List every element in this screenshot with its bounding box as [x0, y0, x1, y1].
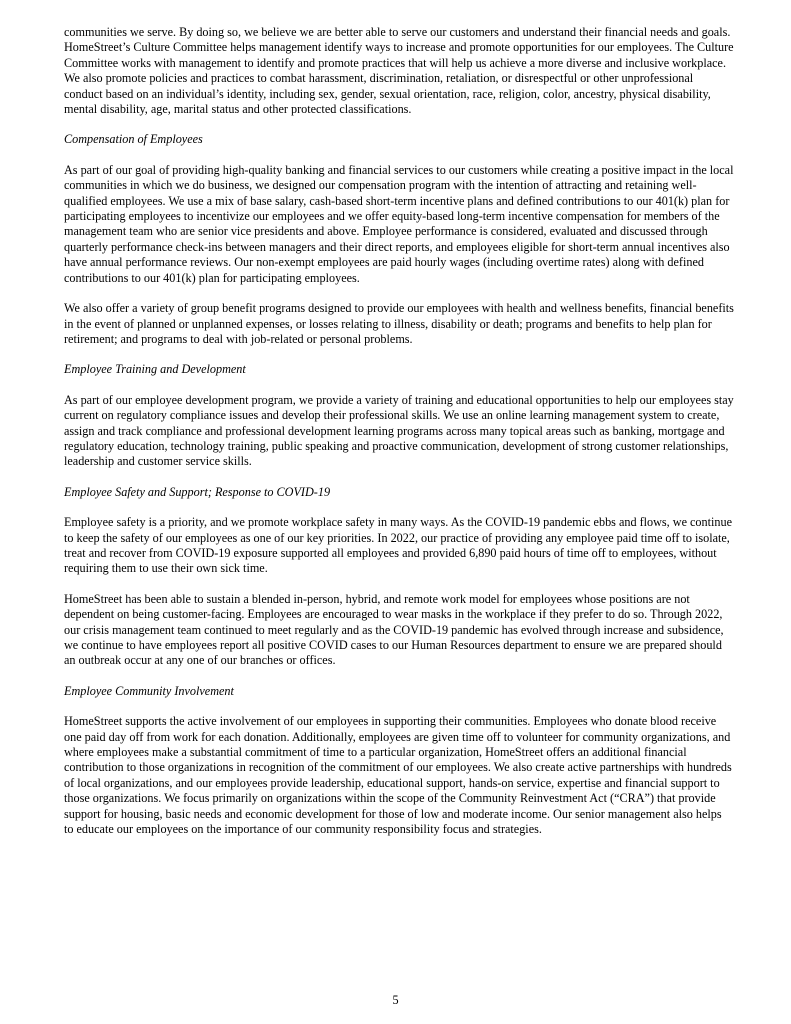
intro-paragraph: communities we serve. By doing so, we believe we are better able to serve our customers and understand their financial needs and goals. HomeStreet’s Culture Committee helps management identify ways to increase and promote opportunities for our employees. The Culture Committee works with management to identify and promote practices that will help us achieve a more diverse and inclusive workplace. We also promote policies and practices to combat harassment, discrimination, retaliation, or disrespectful or other unprofessional conduct based on an individual’s identity, including sex, gender, sexual orientation, race, religion, color, ancestry, physical disability, mental disability, age, marital status and other protected classifications. — [64, 25, 734, 117]
section-heading-training: Employee Training and Development — [64, 362, 246, 377]
training-paragraph-1: As part of our employee development program, we provide a variety of training and educational opportunities to help our employees stay current on regulatory compliance issues and develop their professional skills. We use an online learning management system to create, assign and track compliance and professional development learning programs across many topical areas such as banking, mortgage and regulatory education, technology training, public speaking and proactive communication, development of strong customer relationships, leadership and customer service skills. — [64, 392, 734, 469]
page-number: 5 — [392, 993, 399, 1007]
section-heading-compensation: Compensation of Employees — [64, 132, 203, 147]
safety-paragraph-2: HomeStreet has been able to sustain a blended in-person, hybrid, and remote work model for employees whose positions are not dependent on being customer-facing. Employees are encouraged to wear masks in the workplace if they prefer to do so. Through 2022, our crisis management team continued to meet regularly and as the COVID-19 pandemic has evolved through increase and subsidence, we continue to have employees report all positive COVID cases to our Human Resources department to ensure we are prepared should an outbreak occur at any one of our branches or offices. — [64, 591, 724, 668]
compensation-paragraph-2: We also offer a variety of group benefit programs designed to provide our employees with health and wellness benefits, financial benefits in the event of planned or unplanned expenses, or losses relating to illness, disability or death; programs and benefits to help plan for retirement; and programs to deal with job-related or personal problems. — [64, 301, 734, 346]
document-body — [64, 25, 734, 837]
compensation-paragraph-1: As part of our goal of providing high-quality banking and financial services to our customers while creating a positive impact in the local communities in which we do business, we designed our compensation program with the intention of attracting and retaining well-qualified employees. We use a mix of base salary, cash-based short-term incentive plans and defined contributions to our 401(k) plan for participating employees to incentivize our employees and we offer equity-based long-term incentive compensation for members of the management team who are senior vice presidents and above. Employee performance is considered, evaluated and discussed through quarterly performance check-ins between managers and their direct reports, and employees eligible for short-term annual incentives also have annual performance reviews. Our non-exempt employees are paid hourly wages (including overtime rates) along with defined contributions to our 401(k) plan for participating employees. — [64, 162, 734, 285]
section-heading-community: Employee Community Involvement — [64, 683, 234, 698]
section-heading-safety: Employee Safety and Support; Response to COVID-19 — [64, 484, 331, 499]
safety-paragraph-1: Employee safety is a priority, and we promote workplace safety in many ways. As the COVID-19 pandemic ebbs and flows, we continue to keep the safety of our employees as one of our key priorities. In 2022, our practice of providing any employee paid time off to isolate, treat and recover from COVID-19 exposure supported all employees and provided 6,890 paid hours of time off to employees, without requiring them to use their own sick time. — [64, 515, 732, 576]
community-paragraph-1: HomeStreet supports the active involvement of our employees in supporting their communities. Employees who donate blood receive one paid day off from work for each donation. Additionally, employees are given time off to volunteer for community organizations, and where employees make a substantial commitment of time to a particular organization, HomeStreet offers an additional financial contribution to those organizations in recognition of the commitment of our employees. We also create active partnerships with hundreds of local organizations, and our employees provide leadership, educational support, hands-on service, expertise and financial support to those organizations. We focus primarily on organizations within the scope of the Community Reinvestment Act (“CRA”) that provide support for housing, basic needs and economic development for those of low and moderate income. Our senior management also helps to educate our employees on the importance of our community responsibility focus and strategies. — [64, 714, 732, 837]
